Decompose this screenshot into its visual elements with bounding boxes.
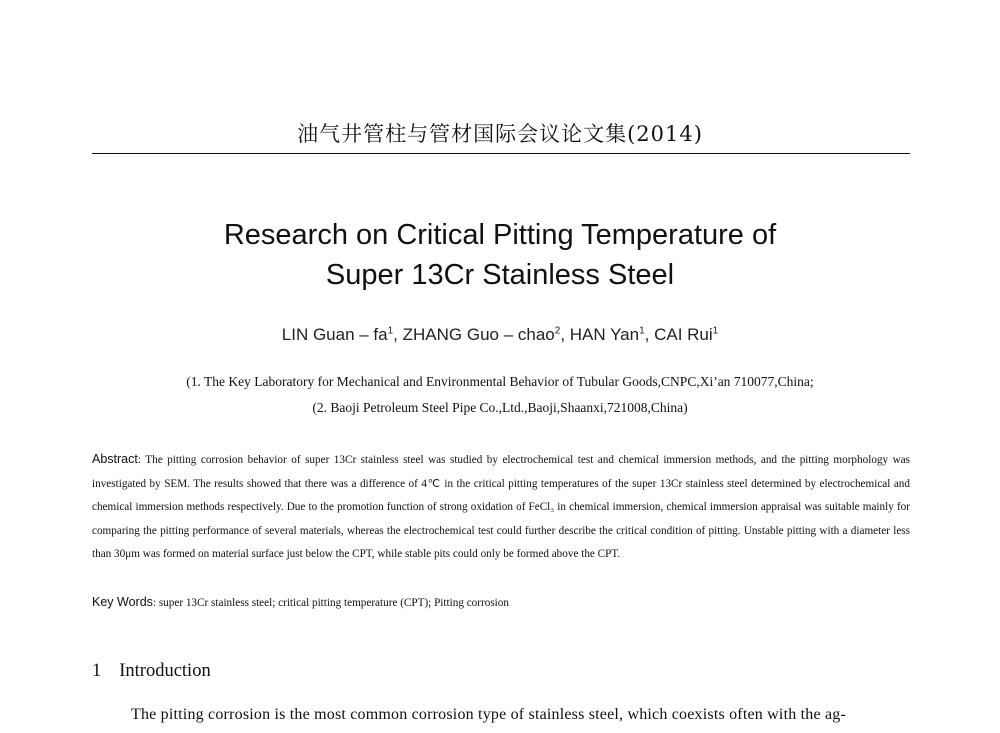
abstract-text: The pitting corrosion behavior of super 13Cr stainless steel was studied by electrochemical test and chemical immersion methods, and the pitting morphology was investigated by SEM. The results showed that there was a difference of 4℃ in the critical pitting temperatures of the super 13Cr stainless steel determined by electrochemical and chemical immersion methods respectively. Due to the promotion function of strong oxidation of FeCl₃ in chemical immersion, chemical immersion appraisal was suitable mainly for comparing the pitting performance of several materials, whereas the electrochemical test could further describe the critical condition of pitting. Unstable pitting with a diameter less than 30μm was formed on material surface just below the CPT, while stable pits could only be formed above the CPT. bbox=[92, 454, 910, 560]
author-affil-mark: 1 bbox=[712, 325, 719, 337]
author-name: LIN Guan – fa bbox=[281, 325, 388, 344]
section-number: 1 bbox=[92, 661, 102, 681]
affiliation-2: (2. Baoji Petroleum Steel Pipe Co.,Ltd.,Baoji,Shaanxi,721008,China) bbox=[312, 400, 688, 415]
author-affil-mark: 2 bbox=[554, 325, 561, 337]
section-title: Introduction bbox=[119, 661, 211, 681]
section-heading bbox=[92, 661, 211, 682]
author-list: LIN Guan – $fa^1$, ZHANG Guo – chao$^2$, HAN Yan$^1$, CAI Rui$^1$ bbox=[281, 325, 719, 344]
author-name: CAI Rui bbox=[654, 325, 713, 344]
body-paragraph: The pitting corrosion is the most common corrosion type of stainless steel, which coexists often with the ag- bbox=[131, 706, 847, 723]
author-affil-mark: 1 bbox=[387, 325, 394, 337]
title-line-1: Research on Critical Pitting Temperature of bbox=[223, 219, 777, 251]
abstract: Abstract: The pitting corrosion behavior of super 13Cr stainless steel was studied by electrochemical test and chemical immersion methods, and the pitting morphology was investigated by SEM. The results showed that there was a difference of 4℃ in the critical pitting temperatures of the super 13Cr stainless steel determined by electrochemical and chemical immersion methods respectively. Due to the promotion function of strong oxidation of FeCl₃ in chemical immersion, chemical immersion appraisal was suitable mainly for comparing the pitting performance of several materials, whereas the electrochemical test could further describe the critical condition of pitting. Unstable pitting with a diameter less than 30μm was formed on material surface just below the CPT, while stable pits could only be formed above the CPT. bbox=[92, 452, 910, 560]
keywords-text: super 13Cr stainless steel; critical pitting temperature (CPT); Pitting corrosion bbox=[158, 597, 509, 609]
author-name: ZHANG Guo – chao bbox=[402, 325, 555, 344]
abstract-label: Abstract bbox=[92, 452, 138, 466]
keywords: Key Words: super 13Cr stainless steel; critical pitting temperature (CPT); Pitting corrosion bbox=[92, 595, 509, 609]
running-header: 油气井管柱与管材国际会议论文集(2014) bbox=[297, 122, 703, 146]
keywords-label: Key Words bbox=[92, 595, 153, 609]
affiliation-1: (1. The Key Laboratory for Mechanical and Environmental Behavior of Tubular Goods,CNPC,Xi’an 710077,China; bbox=[186, 374, 814, 389]
author-name: HAN Yan bbox=[569, 325, 640, 344]
title-line-2: Super 13Cr Stainless Steel bbox=[325, 259, 675, 291]
author-affil-mark: 1 bbox=[639, 325, 645, 337]
paper-title bbox=[0, 215, 1000, 295]
header-rule bbox=[92, 153, 910, 154]
